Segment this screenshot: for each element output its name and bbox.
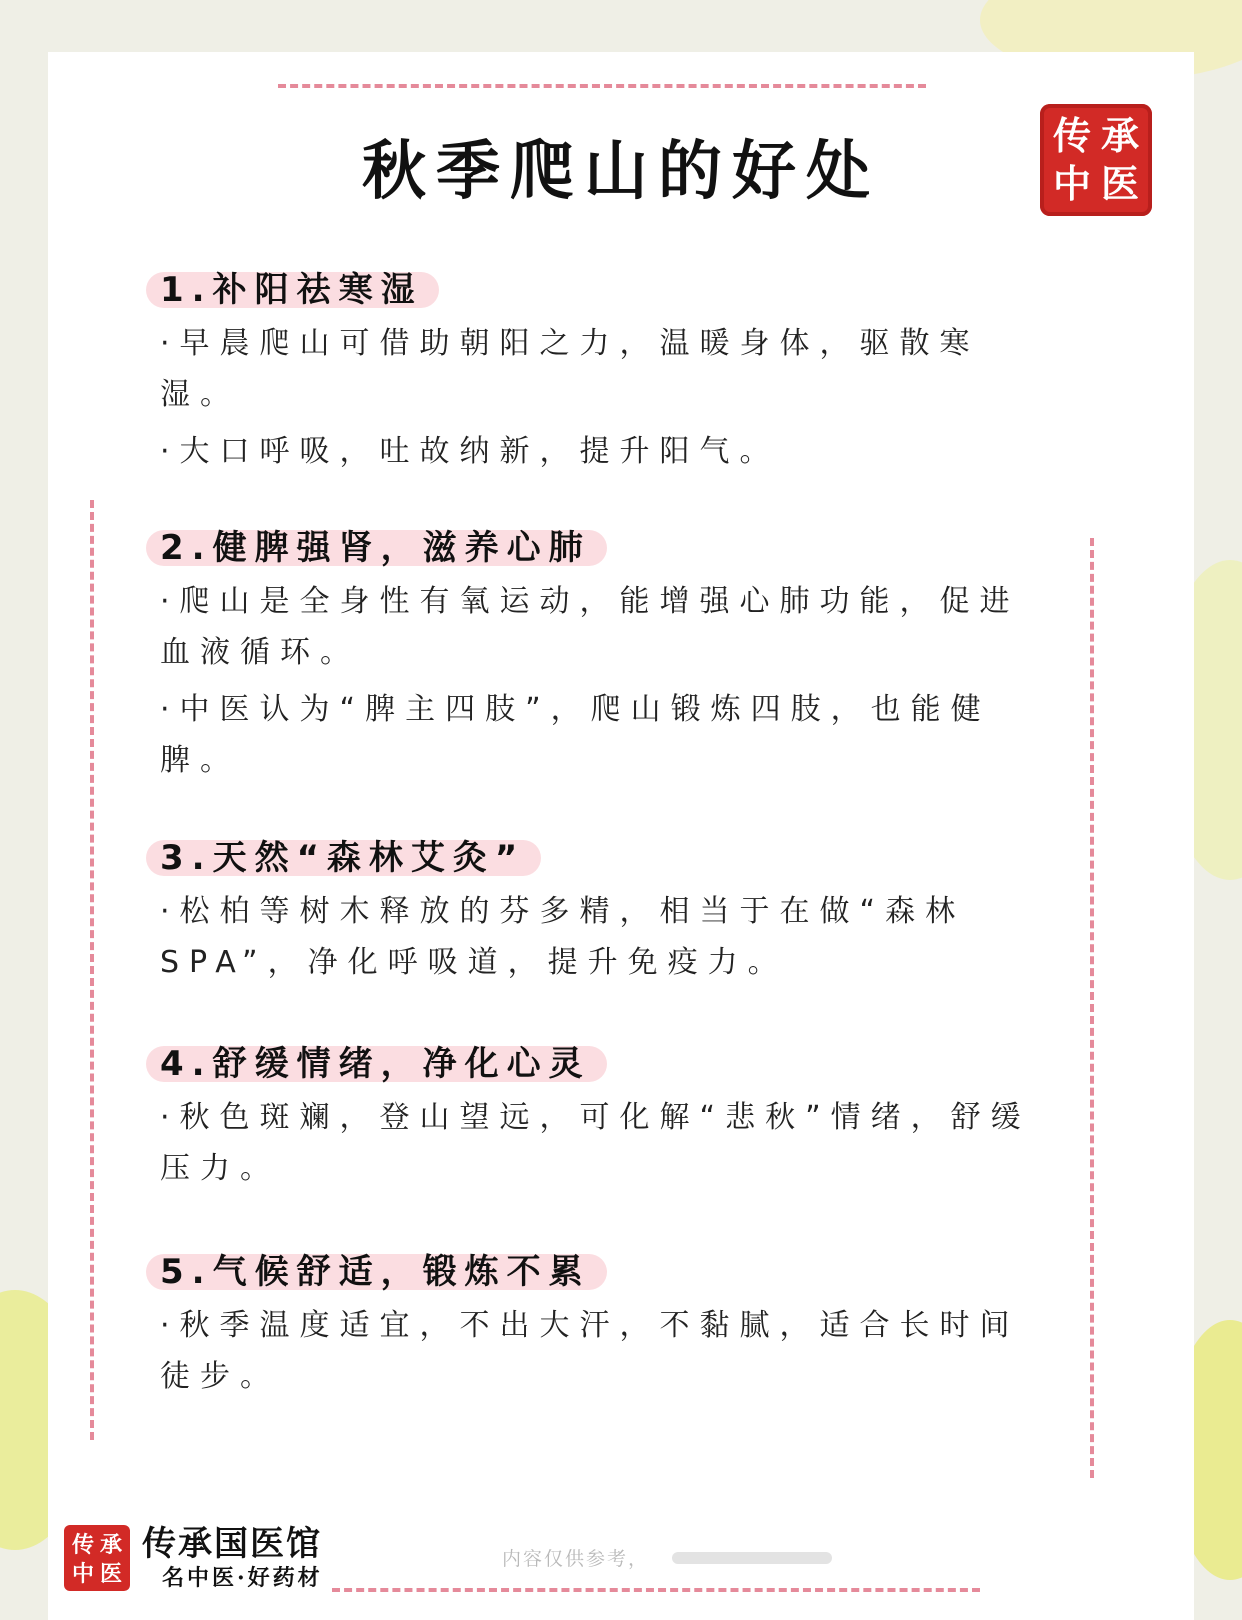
seal-char: 承 xyxy=(1100,113,1139,158)
section-3 xyxy=(160,836,1040,988)
section-heading: 2.健脾强肾，滋养心肺 xyxy=(154,526,601,570)
seal-char: 传 xyxy=(1052,113,1091,158)
section-heading: 1.补阳祛寒湿 xyxy=(154,268,433,312)
seal-logo xyxy=(1040,104,1152,216)
section-2 xyxy=(160,526,1040,786)
seal-char: 承 xyxy=(99,1532,122,1558)
page-title: 秋季爬山的好处 xyxy=(362,135,880,209)
left-dashed-line xyxy=(90,500,94,1440)
section-text: ·早晨爬山可借助朝阳之力，温暖身体，驱散寒湿。 xyxy=(160,326,980,412)
section-text: ·秋季温度适宜，不出大汗，不黏腻，适合长时间徒步。 xyxy=(160,1308,1020,1394)
section-4 xyxy=(160,1042,1040,1194)
section-heading: 5.气候舒适，锻炼不累 xyxy=(154,1250,601,1294)
section-text: ·松柏等树木释放的芬多精，相当于在做“森林SPA”，净化呼吸道，提升免疫力。 xyxy=(160,894,966,980)
right-dashed-line xyxy=(1090,538,1094,1478)
seal-char: 中 xyxy=(1052,161,1091,206)
footer-logo xyxy=(64,1524,323,1592)
seal-char: 医 xyxy=(99,1561,122,1587)
seal-char: 医 xyxy=(1100,161,1139,206)
section-heading: 4.舒缓情绪，净化心灵 xyxy=(154,1042,601,1086)
section-text: ·爬山是全身性有氧运动，能增强心肺功能，促进血液循环。 xyxy=(160,584,1020,670)
seal-char: 中 xyxy=(71,1561,94,1587)
section-1 xyxy=(160,268,1040,477)
brand-name: 传承国医馆 xyxy=(142,1524,322,1564)
seal-char: 传 xyxy=(71,1532,94,1558)
section-text: ·秋色斑斓，登山望远，可化解“悲秋”情绪，舒缓压力。 xyxy=(160,1100,1031,1186)
brand-block xyxy=(142,1524,323,1592)
section-5 xyxy=(160,1250,1040,1402)
bottom-dashed-line xyxy=(332,1588,980,1592)
top-dashed-line xyxy=(278,84,926,88)
section-heading: 3.天然“森林艾灸” xyxy=(154,836,535,880)
footer-seal-icon xyxy=(64,1525,130,1591)
section-text: ·中医认为“脾主四肢”，爬山锻炼四肢，也能健脾。 xyxy=(160,692,991,778)
disclaimer-text: 内容仅供参考， xyxy=(502,1548,650,1570)
section-text: ·大口呼吸，吐故纳新，提升阳气。 xyxy=(160,434,780,469)
redacted-text xyxy=(672,1552,832,1564)
brand-slogan: 名中医·好药材 xyxy=(162,1565,323,1591)
